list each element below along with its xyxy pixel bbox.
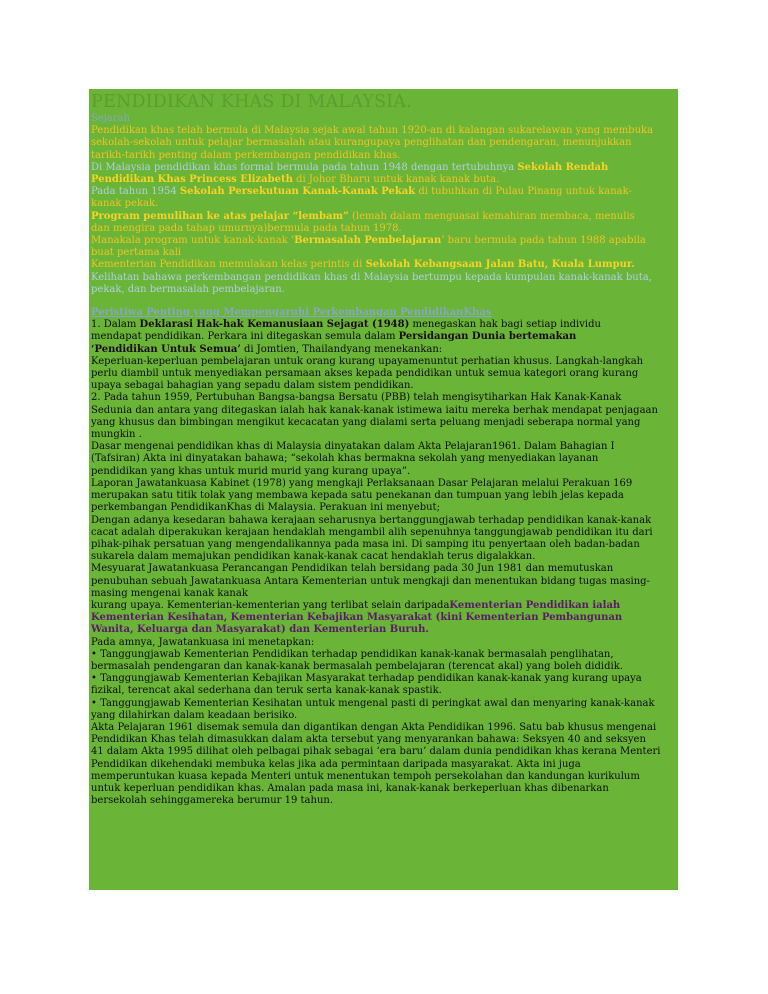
text-line: cacat adalah diperakukan kerajaan hendaklah mengambil alih sepenuhnya tanggungjawab pendidikan itu dari	[91, 526, 653, 538]
text-line: memperuntukan kuasa kepada Menteri untuk menentukan tempoh persekolahan dan kandungan kurikulum	[91, 770, 640, 782]
text-line: sukarela dalam memajukan pendidikan kanak-kanak cacat hendaklah terus digalakkan.	[91, 551, 536, 563]
text-line: 2. Pada tahun 1959, Pertubuhan Bangsa-bangsa Bersatu (PBB) telah mengisytiharkan Hak Kanak-Kanak	[91, 392, 622, 404]
text-line: pekak, dan bermasalah pembelajaran.	[91, 283, 285, 295]
text-line: Laporan Jawatankuasa Kabinet (1978) yang mengkaji Perlaksanaan Dasar Pelajaran melalui Perakuan 169	[91, 477, 633, 489]
text-line: yang khusus dan bimbingan mengikut kecacatan yang dialami serta peluang menjadi seberapa normal yang	[91, 416, 641, 428]
document-title: PENDIDIKAN KHAS DI MALAYSIA.	[91, 92, 413, 112]
text-line: kurang upaya. Kementerian-kementerian yang terlibat selain daripadaKementerian Pendidikan ialah	[91, 599, 621, 611]
text-line: Kementerian Kesihatan, Kementerian Kebajikan Masyarakat (kini Kementerian Pembangunan	[91, 612, 623, 624]
text-line: Mesyuarat Jawatankuasa Perancangan Pendidikan telah bersidang pada 30 Jun 1981 dan memutuskan	[91, 563, 614, 575]
text-line: Pada amnya, Jawatankuasa ini menetapkan:	[91, 636, 315, 648]
text-line: yang dilahirkan dalam keadaan berisiko.	[91, 709, 298, 721]
text-line: penubuhan sebuah Jawatankuasa Antara Kementerian untuk mengkaji dan menentukan bidang tugas masing-	[91, 575, 650, 587]
text-line: tarikh-tarikh penting dalam perkembangan pendidikan khas.	[91, 149, 401, 161]
text-line: pendidikan yang khas untuk murid murid yang kurang upaya”.	[91, 465, 411, 477]
text-line: Akta Pelajaran 1961 disemak semula dan digantikan dengan Akta Pendidikan 1996. Satu bab khusus mengenai	[91, 721, 657, 733]
text-line: perkembangan PendidikanKhas di Malaysia. Perakuan ini menyebut;	[91, 502, 440, 514]
document-page	[89, 89, 678, 890]
text-line: bermasalah pendengaran dan kanak-kanak bermasalah pembelajaran (terencat akal) yang boleh dididik.	[91, 660, 623, 672]
section-heading: Peristiwa Penting yang Mempengaruhi Perkembangan PendidikanKhas	[91, 307, 492, 319]
text-line: upaya sebagai bahagian yang sepadu dalam sistem pendidikan.	[91, 380, 414, 392]
text-line: • Tanggungjawab Kementerian Kebajikan Masyarakat terhadap pendidikan kanak-kanak yang kurang upaya	[91, 673, 642, 685]
text-line: Program pemulihan ke atas pelajar “lembam” (lemah dalam menguasai kemahiran membaca, menulis	[91, 210, 635, 222]
text-line: dan mengira pada tahap umurnya)bermula pada tahun 1978.	[91, 222, 402, 234]
text-line: kanak pekak.	[91, 198, 159, 210]
text-line: 1. Dalam Deklarasi Hak-hak Kemanusiaan Sejagat (1948) menegaskan hak bagi setiap individu	[91, 319, 601, 331]
text-line: Pada tahun 1954 Sekolah Persekutuan Kanak-Kanak Pekak di tubuhkan di Pulau Pinang untuk kanak-	[91, 186, 632, 198]
text-line: sekolah-sekolah untuk pelajar bermasalah atau kurangupaya penglihatan dan pendengaran, menunjukkan	[91, 137, 632, 149]
text-line: Sedunia dan antara yang ditegaskan ialah hak kanak-kanak istimewa iaitu mereka berhak mendapat penjagaan	[91, 404, 658, 416]
text-line: mendapat pendidikan. Perkara ini ditegaskan semula dalam Persidangan Dunia bertemakan	[91, 331, 577, 343]
text-line: pihak-pihak persatuan yang mengendalikannya pada masa ini. Di samping itu penyertaan oleh badan-badan	[91, 538, 640, 550]
text-line: perlu diambil untuk menyediakan persamaan akses kepada pendidikan untuk semua kategori orang kurang	[91, 368, 639, 380]
text-line: bersekolah sehinggamereka berumur 19 tahun.	[91, 795, 334, 807]
text-line: Dasar mengenai pendidikan khas di Malaysia dinyatakan dalam Akta Pelajaran1961. Dalam Bahagian I	[91, 441, 615, 453]
text-line: fizikal, terencat akal sederhana dan teruk serta kanak-kanak spastik.	[91, 685, 442, 697]
section-heading: Sejarah	[91, 113, 131, 124]
text-line: untuk keperluan pendidikan khas. Amalan pada masa ini, kanak-kanak berkeperluan khas dibenarkan	[91, 782, 609, 794]
text-line: Pendidikan khas telah bermula di Malaysia sejak awal tahun 1920-an di kalangan sukarelawan yang membuka	[91, 125, 654, 137]
text-line: buat pertama kali	[91, 247, 182, 259]
text-line: Di Malaysia pendidikan khas formal bermula pada tahun 1948 dengan tertubuhnya Sekolah Rendah	[91, 161, 609, 173]
text-line: Keperluan-keperluan pembelajaran untuk orang kurang upayamenuntut perhatian khusus. Langkah-langkah	[91, 355, 644, 367]
text-line: Kementerian Pendidikan memulakan kelas perintis di Sekolah Kebangsaan Jalan Batu, Kuala Lumpur.	[91, 259, 635, 271]
text-line: mungkin .	[91, 429, 142, 441]
text-line: Kelihatan bahawa perkembangan pendidikan khas di Malaysia bertumpu kepada kumpulan kanak-kanak buta,	[91, 271, 652, 283]
text-line: Pendidikan Khas telah dimasukkan dalam akta tersebut yang menyarankan bahawa: Seksyen 40 and seksyen	[91, 734, 646, 746]
text-line: (Tafsiran) Akta ini dinyatakan bahawa; “sekolah khas bermakna sekolah yang menyediakan layanan	[91, 453, 599, 465]
text-line: 41 dalam Akta 1995 dilihat oleh pelbagai pihak sebagai ‘era baru’ dalam dunia pendidikan khas kerana Menteri	[91, 746, 661, 758]
text-line: ‘Pendidikan Untuk Semua’ di Jomtien, Thailandyang menekankan:	[91, 343, 443, 355]
text-line: Dengan adanya kesedaran bahawa kerajaan seharusnya bertanggungjawab terhadap pendidikan kanak-kanak	[91, 514, 652, 526]
text-line: Wanita, Keluarga dan Masyarakat) dan Kementerian Buruh.	[91, 624, 429, 636]
peristiwa-section	[91, 307, 675, 807]
text-line: Pendidikan Khas Princess Elizabeth di Johor Bharu untuk kanak kanak buta.	[91, 174, 500, 186]
text-line: masing mengenai kanak kanak	[91, 587, 248, 599]
text-line: merupakan satu titik tolak yang membawa kepada satu penekanan dan tumpuan yang lebih jelas kepada	[91, 490, 624, 502]
text-line: Pendidikan dikehendaki membuka kelas jika ada permintaan daripada masyarakat. Akta ini juga	[91, 758, 581, 770]
text-line: • Tanggungjawab Kementerian Kesihatan untuk mengenal pasti di peringkat awal dan menyaring kanak-kanak	[91, 697, 655, 709]
text-line: Manakala program untuk kanak-kanak ‘Bermasalah Pembelajaran’ baru bermula pada tahun 1988 apabila	[91, 235, 646, 247]
text-line: • Tanggungjawab Kementerian Pendidikan terhadap pendidikan kanak-kanak bermasalah penglihatan,	[91, 648, 614, 660]
sejarah-section	[91, 113, 675, 296]
